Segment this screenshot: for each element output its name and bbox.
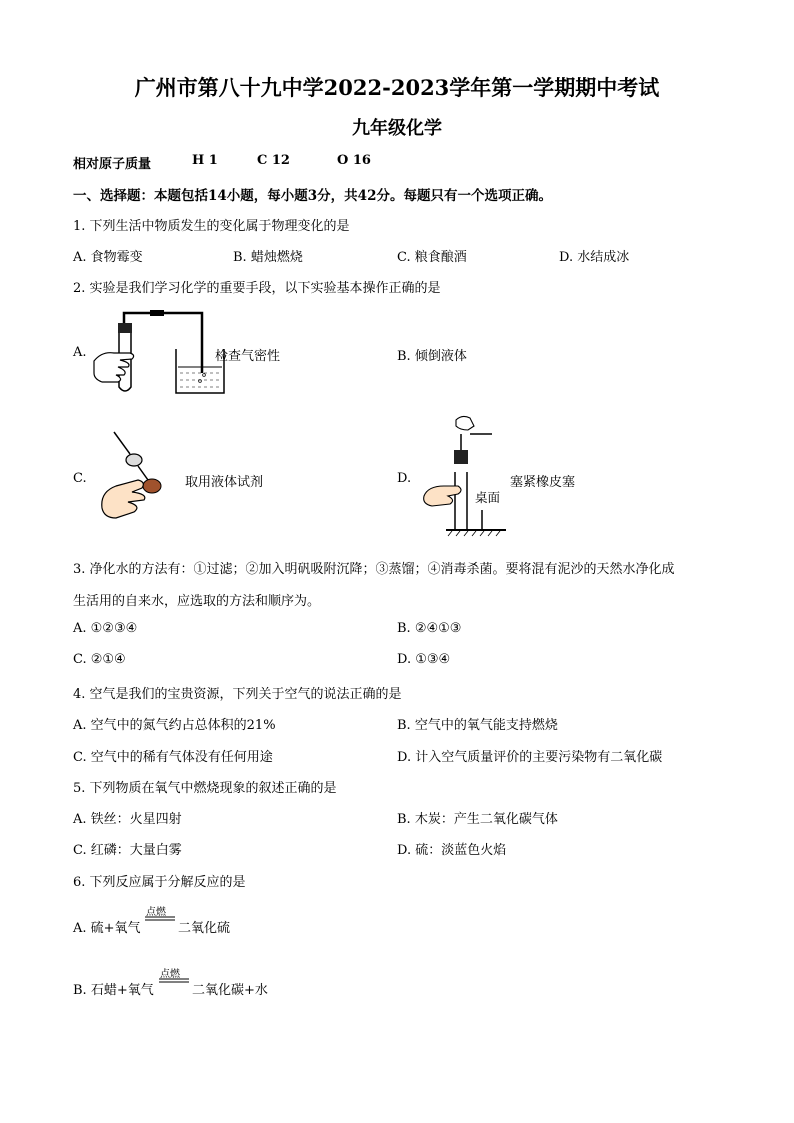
q6-option-a-right: 二氧化硫 xyxy=(178,921,231,936)
q3-option-b: B. ②④①③ xyxy=(397,621,462,636)
q3-option-c: C. ②①④ xyxy=(73,652,126,667)
q2-label-desk: 桌面 xyxy=(475,490,501,505)
q1-option-c: C. 粮食酿酒 xyxy=(397,250,467,265)
q5-option-d: D. 硫：淡蓝色火焰 xyxy=(397,843,507,858)
rubber-stopper-figure xyxy=(418,412,508,537)
q3-stem-line2: 生活用的自来水，应选取的方法和顺序为。 xyxy=(73,594,321,609)
q6-option-b-right: 二氧化碳+水 xyxy=(192,983,268,998)
q3-option-d: D. ①③④ xyxy=(397,652,451,667)
q5-option-b: B. 木炭：产生二氧化碳气体 xyxy=(397,812,558,827)
q4-option-d: D. 计入空气质量评价的主要污染物有二氧化碳 xyxy=(397,750,663,765)
q4-stem: 4. 空气是我们的宝贵资源，下列关于空气的说法正确的是 xyxy=(73,687,402,702)
q6-stem: 6. 下列反应属于分解反应的是 xyxy=(73,875,246,890)
q6-option-b-left: B. 石蜡+氧气 xyxy=(73,983,154,998)
q1-option-a: A. 食物霉变 xyxy=(73,250,143,265)
q6-option-b-condition: 点燃 xyxy=(160,969,180,980)
q1-option-d: D. 水结成冰 xyxy=(559,250,630,265)
q3-stem-line1: 3. 净化水的方法有：①过滤；②加入明矾吸附沉降；③蒸馏；④消毒杀菌。要将混有泥沙的天然水净化成 xyxy=(73,562,675,577)
q2-label-d: 塞紧橡皮塞 xyxy=(510,475,576,490)
atomic-mass-o: O 16 xyxy=(337,153,371,168)
atomic-mass-h: H 1 xyxy=(192,153,218,168)
q2-label-c: 取用液体试剂 xyxy=(185,475,264,490)
q6-option-a-left: A. 硫+氧气 xyxy=(73,921,141,936)
liquid-reagent-figure xyxy=(94,428,184,523)
q3-option-a: A. ①②③④ xyxy=(73,621,138,636)
q2-option-b: B. 倾倒液体 xyxy=(397,349,467,364)
q2-stem: 2. 实验是我们学习化学的重要手段，以下实验基本操作正确的是 xyxy=(73,281,441,296)
q2-option-c: C. xyxy=(73,471,87,486)
q1-stem: 1. 下列生活中物质发生的变化属于物理变化的是 xyxy=(73,219,350,234)
q4-option-b: B. 空气中的氧气能支持燃烧 xyxy=(397,718,558,733)
section-one-heading: 一、选择题：本题包括14小题，每小题3分，共42分。每题只有一个选项正确。 xyxy=(73,188,552,204)
q4-option-a: A. 空气中的氮气约占总体积的21% xyxy=(73,718,276,733)
q1-option-b: B. 蜡烛燃烧 xyxy=(233,250,303,265)
q2-option-a: A. xyxy=(73,345,87,360)
q4-option-c: C. 空气中的稀有气体没有任何用途 xyxy=(73,750,273,765)
q2-option-d: D. xyxy=(397,471,412,486)
atomic-mass-label: 相对原子质量 xyxy=(73,157,152,172)
q5-option-c: C. 红磷：大量白雾 xyxy=(73,843,182,858)
reaction-arrow-icon xyxy=(144,915,176,923)
q6-option-a-condition: 点燃 xyxy=(146,907,166,918)
q5-stem: 5. 下列物质在氧气中燃烧现象的叙述正确的是 xyxy=(73,781,337,796)
exam-subtitle: 九年级化学 xyxy=(352,118,442,139)
reaction-arrow-icon xyxy=(158,977,190,985)
atomic-mass-c: C 12 xyxy=(257,153,290,168)
q2-label-a: 检查气密性 xyxy=(215,349,281,364)
q5-option-a: A. 铁丝：火星四射 xyxy=(73,812,182,827)
airtightness-check-figure xyxy=(92,303,227,398)
exam-title: 广州市第八十九中学2022-2023学年第一学期期中考试 xyxy=(134,75,660,100)
